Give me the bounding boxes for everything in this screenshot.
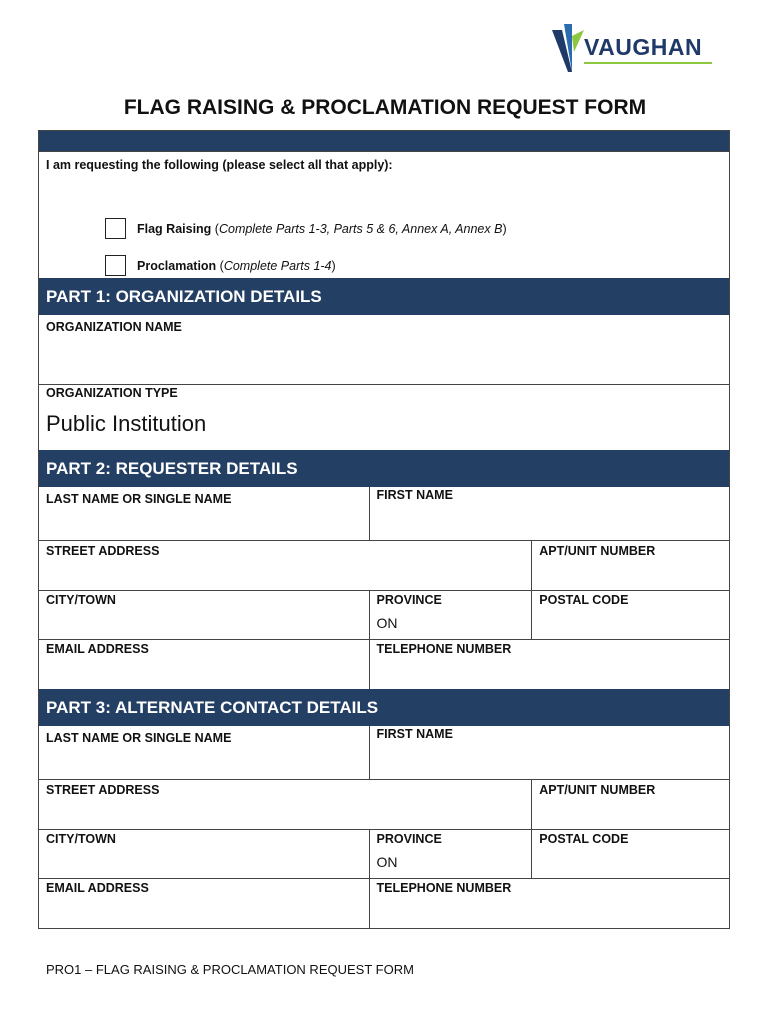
p2-postal-label: POSTAL CODE	[539, 593, 629, 607]
p3-postal-label: POSTAL CODE	[539, 832, 629, 846]
p3-apt-field[interactable]	[531, 780, 729, 829]
part3-heading: PART 3: ALTERNATE CONTACT DETAILS	[39, 689, 729, 726]
p3-province-value: ON	[376, 854, 398, 870]
proclamation-label: Proclamation	[137, 259, 217, 273]
p3-province-label: PROVINCE	[376, 832, 442, 846]
top-bar	[39, 131, 729, 151]
part1-heading: PART 1: ORGANIZATION DETAILS	[39, 278, 729, 315]
request-form	[38, 130, 730, 929]
request-selection: I am requesting the following (please select all that apply): Flag Raising (Complete Parts 1-3, Parts 5 & 6, Annex A, Annex B) Proclamation (Complete Parts 1-4)	[39, 151, 729, 278]
p2-street-field[interactable]	[39, 541, 531, 590]
p2-apt-field[interactable]	[531, 541, 729, 590]
p3-postal-field[interactable]	[531, 830, 729, 878]
p2-last-name-label: LAST NAME OR SINGLE NAME	[46, 492, 232, 506]
part2-heading: PART 2: REQUESTER DETAILS	[39, 450, 729, 487]
p3-province-field[interactable]	[369, 830, 532, 878]
p3-apt-label: APT/UNIT NUMBER	[539, 783, 656, 797]
p2-first-name-label: FIRST NAME	[376, 488, 453, 502]
p2-last-name-field[interactable]	[39, 487, 369, 540]
p3-first-name-label: FIRST NAME	[376, 727, 453, 741]
org-type-field[interactable]	[39, 385, 729, 450]
p3-phone-field[interactable]	[369, 879, 729, 928]
org-type-value: Public Institution	[46, 411, 207, 436]
proclamation-note: Complete Parts 1-4	[223, 259, 332, 273]
p3-street-field[interactable]	[39, 780, 531, 829]
p2-province-field[interactable]	[369, 591, 532, 639]
org-name-field[interactable]	[39, 315, 729, 384]
logo-text: VAUGHAN	[584, 34, 703, 60]
p2-phone-label: TELEPHONE NUMBER	[376, 642, 512, 656]
request-question: I am requesting the following (please select all that apply):	[46, 158, 393, 172]
p2-email-field[interactable]	[39, 640, 369, 689]
org-name-label: ORGANIZATION NAME	[46, 320, 182, 334]
p3-phone-label: TELEPHONE NUMBER	[376, 881, 512, 895]
logo-underline	[584, 62, 712, 64]
p2-city-label: CITY/TOWN	[46, 593, 116, 607]
vaughan-emblem-icon	[550, 22, 584, 74]
p3-first-name-field[interactable]	[369, 726, 729, 779]
p3-email-label: EMAIL ADDRESS	[46, 881, 149, 895]
p3-city-field[interactable]	[39, 830, 369, 878]
p3-last-name-field[interactable]	[39, 726, 369, 779]
flag-raising-label: Flag Raising	[137, 222, 212, 236]
p2-postal-field[interactable]	[531, 591, 729, 639]
p2-street-label: STREET ADDRESS	[46, 544, 160, 558]
proclamation-checkbox[interactable]	[105, 255, 126, 276]
page-footer: PRO1 – FLAG RAISING & PROCLAMATION REQUEST FORM	[46, 962, 414, 977]
p2-first-name-field[interactable]	[369, 487, 729, 540]
p2-email-label: EMAIL ADDRESS	[46, 642, 149, 656]
flag-raising-checkbox[interactable]	[105, 218, 126, 239]
p2-province-value: ON	[376, 615, 398, 631]
p2-province-label: PROVINCE	[376, 593, 442, 607]
p3-last-name-label: LAST NAME OR SINGLE NAME	[46, 731, 232, 745]
form-title: FLAG RAISING & PROCLAMATION REQUEST FORM	[123, 96, 647, 119]
p3-city-label: CITY/TOWN	[46, 832, 116, 846]
p3-email-field[interactable]	[39, 879, 369, 928]
vaughan-logo	[550, 22, 720, 78]
org-type-label: ORGANIZATION TYPE	[46, 386, 178, 400]
flag-raising-note: Complete Parts 1-3, Parts 5 & 6, Annex A, Annex B	[218, 222, 503, 236]
p2-apt-label: APT/UNIT NUMBER	[539, 544, 656, 558]
p2-city-field[interactable]	[39, 591, 369, 639]
p2-phone-field[interactable]	[369, 640, 729, 689]
p3-street-label: STREET ADDRESS	[46, 783, 160, 797]
